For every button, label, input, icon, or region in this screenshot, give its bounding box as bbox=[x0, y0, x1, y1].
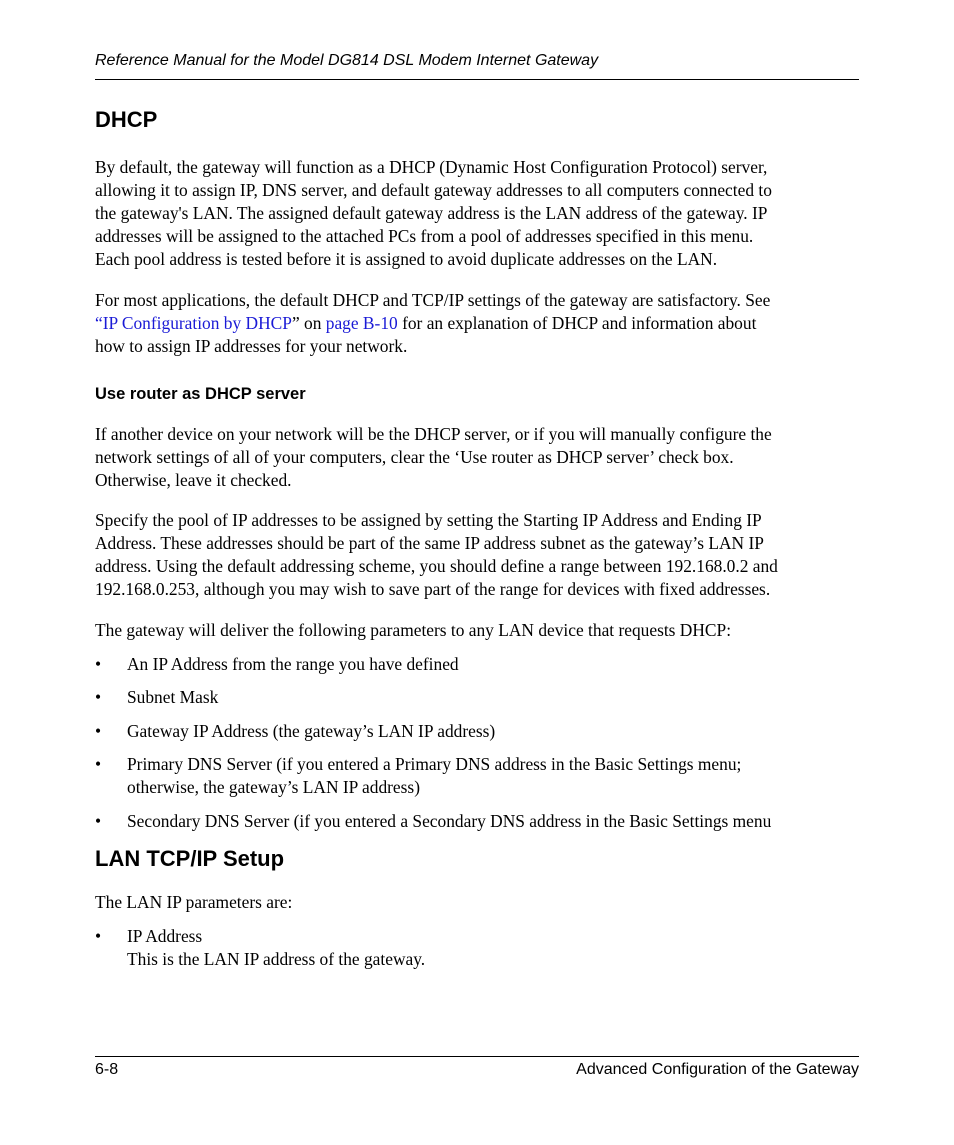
text-line: allowing it to assign IP, DNS server, and default gateway addresses to all computers connected to bbox=[95, 180, 772, 200]
list-item-text: Subnet Mask bbox=[127, 687, 219, 707]
dhcp-heading: DHCP bbox=[95, 107, 158, 132]
text-line: the gateway's LAN. The assigned default gateway address is the LAN address of the gateway. IP bbox=[95, 203, 768, 223]
header-rule bbox=[95, 79, 859, 80]
list-item-text bbox=[127, 925, 425, 971]
text-line: Otherwise, leave it checked. bbox=[95, 470, 292, 490]
list-item-text: Secondary DNS Server (if you entered a Secondary DNS address in the Basic Settings menu bbox=[127, 811, 772, 831]
text-line: The LAN IP parameters are: bbox=[95, 892, 293, 912]
text-fragment: for an explanation of DHCP and information about bbox=[397, 313, 757, 333]
text-line: Each pool address is tested before it is assigned to avoid duplicate addresses on the LAN. bbox=[95, 249, 718, 269]
text-line: Specify the pool of IP addresses to be assigned by setting the Starting IP Address and Ending IP bbox=[95, 510, 762, 530]
bullet-marker: • bbox=[95, 811, 102, 831]
text-line: Address. These addresses should be part of the same IP address subnet as the gateway’s LAN IP bbox=[95, 533, 764, 553]
dhcp-settings-paragraph bbox=[95, 289, 865, 358]
bullet-marker: • bbox=[95, 654, 102, 674]
text-line: 192.168.0.253, although you may wish to save part of the range for devices with fixed addresses. bbox=[95, 579, 771, 599]
list-item-text: An IP Address from the range you have defined bbox=[127, 654, 459, 674]
text-line-with-links bbox=[95, 312, 865, 335]
dhcp-server-paragraph bbox=[95, 423, 865, 492]
ip-configuration-by-dhcp-link[interactable]: “IP Configuration by DHCP bbox=[95, 313, 292, 333]
text-line: otherwise, the gateway’s LAN IP address) bbox=[127, 777, 420, 797]
list-item-text: Gateway IP Address (the gateway’s LAN IP address) bbox=[127, 721, 496, 741]
use-router-subheading: Use router as DHCP server bbox=[95, 385, 306, 403]
text-line: network settings of all of your computers, clear the ‘Use router as DHCP server’ check box. bbox=[95, 447, 734, 467]
text-line: how to assign IP addresses for your network. bbox=[95, 336, 408, 356]
running-header: Reference Manual for the Model DG814 DSL Modem Internet Gateway bbox=[95, 52, 599, 69]
bullet-marker: • bbox=[95, 926, 102, 946]
bullet-marker: • bbox=[95, 687, 102, 707]
lan-tcpip-heading: LAN TCP/IP Setup bbox=[95, 846, 285, 871]
ip-pool-paragraph bbox=[95, 509, 865, 601]
text-line: By default, the gateway will function as a DHCP (Dynamic Host Configuration Protocol) server, bbox=[95, 157, 768, 177]
text-line: The gateway will deliver the following parameters to any LAN device that requests DHCP: bbox=[95, 620, 732, 640]
text-line: address. Using the default addressing scheme, you should define a range between 192.168.0.2 and bbox=[95, 556, 778, 576]
page-b-10-link[interactable]: page B-10 bbox=[325, 313, 398, 333]
bullet-marker: • bbox=[95, 754, 102, 774]
ip-address-description: This is the LAN IP address of the gateway. bbox=[127, 949, 426, 969]
dhcp-intro-paragraph bbox=[95, 156, 865, 271]
chapter-title: Advanced Configuration of the Gateway bbox=[576, 1061, 859, 1078]
ip-address-term: IP Address bbox=[127, 926, 203, 946]
text-line: For most applications, the default DHCP and TCP/IP settings of the gateway are satisfactory. See bbox=[95, 290, 771, 310]
bullet-marker: • bbox=[95, 721, 102, 741]
page-number: 6-8 bbox=[95, 1061, 119, 1078]
footer-rule bbox=[95, 1056, 859, 1057]
list-item-text bbox=[127, 753, 741, 799]
text-line: If another device on your network will be the DHCP server, or if you will manually configure the bbox=[95, 424, 772, 444]
lan-intro-paragraph bbox=[95, 891, 865, 914]
link-connector-text: ” on bbox=[291, 313, 326, 333]
text-line: Primary DNS Server (if you entered a Primary DNS address in the Basic Settings menu; bbox=[127, 754, 742, 774]
dhcp-parameters-intro bbox=[95, 619, 865, 642]
text-line: addresses will be assigned to the attached PCs from a pool of addresses specified in this menu. bbox=[95, 226, 754, 246]
